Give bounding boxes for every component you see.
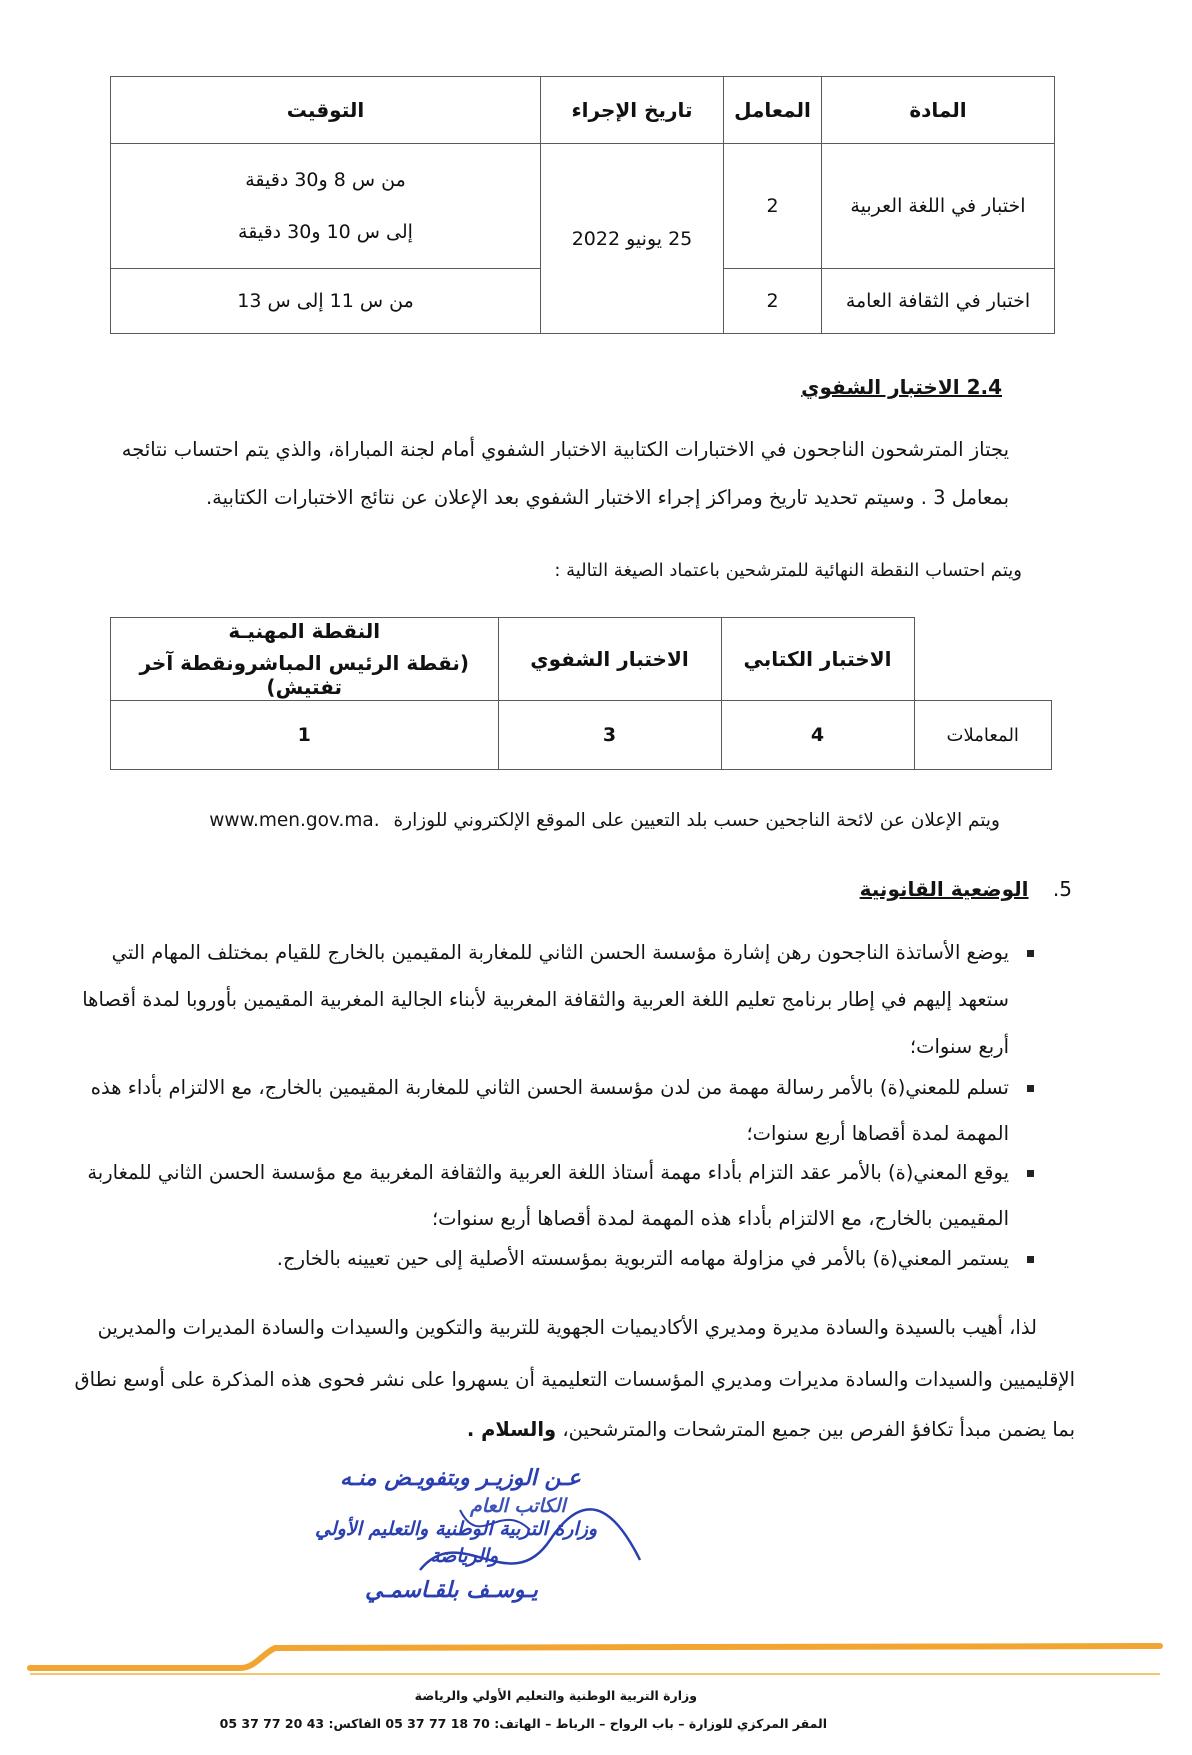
table-row <box>111 144 1055 269</box>
announcement-text: ويتم الإعلان عن لائحة الناجحين حسب بلد التعيين على الموقع الإلكتروني للوزارة <box>393 810 1000 831</box>
salutation: والسلام . <box>466 1418 557 1441</box>
bullet-line: أربع سنوات؛ <box>909 1035 1009 1058</box>
signature-line: الكاتب العام <box>470 1495 566 1517</box>
subject-cell: اختبار في اللغة العربية <box>822 144 1055 269</box>
section-heading-oral: 2.4 الاختبار الشفوي <box>801 375 1002 399</box>
oral-value: 3 <box>498 701 721 770</box>
section-heading-legal <box>860 877 1072 901</box>
time-cell <box>111 144 541 269</box>
header-written: الاختبار الكتابي <box>721 618 914 701</box>
professional-value: 1 <box>111 701 499 770</box>
bullet-icon <box>1027 1085 1034 1092</box>
bullet-line: المقيمين بالخارج، مع الالتزام بأداء هذه المهمة لمدة أقصاها أربع سنوات؛ <box>431 1207 1009 1230</box>
closing-text: بما يضمن مبدأ تكافؤ الفرص بين جميع المترشحات والمترشحين، <box>562 1418 1075 1441</box>
header-subject: المادة <box>822 77 1055 144</box>
time-cell: من س 11 إلى س 13 <box>111 269 541 334</box>
bullet-line: يوقع المعني(ة) بالأمر عقد التزام بأداء مهمة أستاذ اللغة العربية والثقافة المغربية مع مؤسسة الحسن الثاني للمغاربة <box>87 1161 1009 1184</box>
bullet-icon <box>1027 1256 1034 1263</box>
paragraph-line: ويتم احتساب النقطة النهائية للمترشحين باعتماد الصيغة التالية : <box>554 560 1022 581</box>
header-oral: الاختبار الشفوي <box>498 618 721 701</box>
empty-corner-cell <box>914 618 1052 701</box>
table-row <box>111 701 1052 770</box>
header-professional <box>111 618 499 701</box>
table-header-row <box>111 77 1055 144</box>
date-cell: 25 يونيو 2022 <box>541 144 724 334</box>
bullet-icon <box>1027 950 1034 957</box>
signature-line: يـوسـف بلقـاسمـي <box>365 1578 538 1603</box>
signature-scribble-icon <box>400 1480 660 1620</box>
header-professional-line: (نقطة الرئيس المباشرونقطة آخر تفتيش) <box>139 651 469 699</box>
bullet-line: تسلم للمعني(ة) بالأمر رسالة مهمة من لدن مؤسسة الحسن الثاني للمغاربة المقيمين بالخارج، مع الالتزام بأداء هذه <box>90 1076 1009 1099</box>
bullet-line: ستعهد إليهم في إطار برنامج تعليم اللغة العربية والثقافة المغربية لأبناء الجالية المغربية المقيمين بأوروبا لمدة أقصاها <box>82 988 1009 1011</box>
section-title: الوضعية القانونية <box>859 877 1029 901</box>
paragraph-line: يجتاز المترشحون الناجحون في الاختبارات الكتابية الاختبار الشفوي أمام لجنة المباراة، والذي يتم احتساب نتائجه <box>121 438 1009 461</box>
signature-line: وزارة التربية الوطنية والتعليم الأولي <box>315 1518 598 1540</box>
paragraph-line: بمعامل 3 . وسيتم تحديد تاريخ ومراكز إجراء الاختبار الشفوي بعد الإعلان عن نتائج الاختبارات الكتابية. <box>205 486 1009 509</box>
signature-line: والرياضة <box>430 1545 499 1567</box>
time-line: من س 8 و30 دقيقة <box>245 169 406 191</box>
ministry-url-link[interactable]: www.men.gov.ma. <box>209 810 380 831</box>
signature-line: عـن الوزيـر وبتفويـض منـه <box>340 1466 581 1491</box>
coefficient-cell: 2 <box>724 269 822 334</box>
section-number: 5. <box>1052 877 1072 901</box>
header-time: التوقيت <box>111 77 541 144</box>
header-professional-line: النقطة المهنيـة <box>228 619 381 643</box>
announcement-line <box>209 812 1000 831</box>
table-header-row <box>111 618 1052 701</box>
footer-address: المقر المركزي للوزارة – باب الرواح – الرباط – الهاتف: 70 18 77 37 05 الفاكس: 43 20 77 37 05 <box>219 1716 827 1731</box>
closing-line: لذا، أهيب بالسيدة والسادة مديرة ومديري الأكاديميات الجهوية للتربية والتكوين والسيدات والسادة المديرات والمديرين <box>97 1316 1037 1339</box>
bullet-line: يستمر المعني(ة) بالأمر في مزاولة مهامه التربوية بمؤسسته الأصلية إلى حين تعيينه بالخارج. <box>276 1247 1009 1270</box>
written-value: 4 <box>721 701 914 770</box>
footer-ministry: وزارة التربية الوطنية والتعليم الأولي والرياضة <box>414 1688 697 1703</box>
header-coefficient: المعامل <box>724 77 822 144</box>
exam-schedule-table <box>110 76 1055 334</box>
closing-line <box>467 1420 1075 1440</box>
header-date: تاريخ الإجراء <box>541 77 724 144</box>
coefficients-table <box>110 617 1052 770</box>
bullet-line: يوضع الأساتذة الناجحون رهن إشارة مؤسسة الحسن الثاني للمغاربة المقيمين بالخارج للقيام بمختلف المهام التي <box>111 941 1009 964</box>
subject-cell: اختبار في الثقافة العامة <box>822 269 1055 334</box>
coefficient-cell: 2 <box>724 144 822 269</box>
row-label: المعاملات <box>914 701 1052 770</box>
closing-line: الإقليميين والسيدات والسادة مديرات ومديري المؤسسات التعليمية أن يسهروا على نشر فحوى هذه المذكرة على أوسع نطاق <box>74 1368 1075 1391</box>
bullet-line: المهمة لمدة أقصاها أربع سنوات؛ <box>746 1122 1009 1145</box>
time-line: إلى س 10 و30 دقيقة <box>238 221 413 243</box>
bullet-icon <box>1027 1170 1034 1177</box>
footer-decoration-icon <box>0 1638 1192 1678</box>
